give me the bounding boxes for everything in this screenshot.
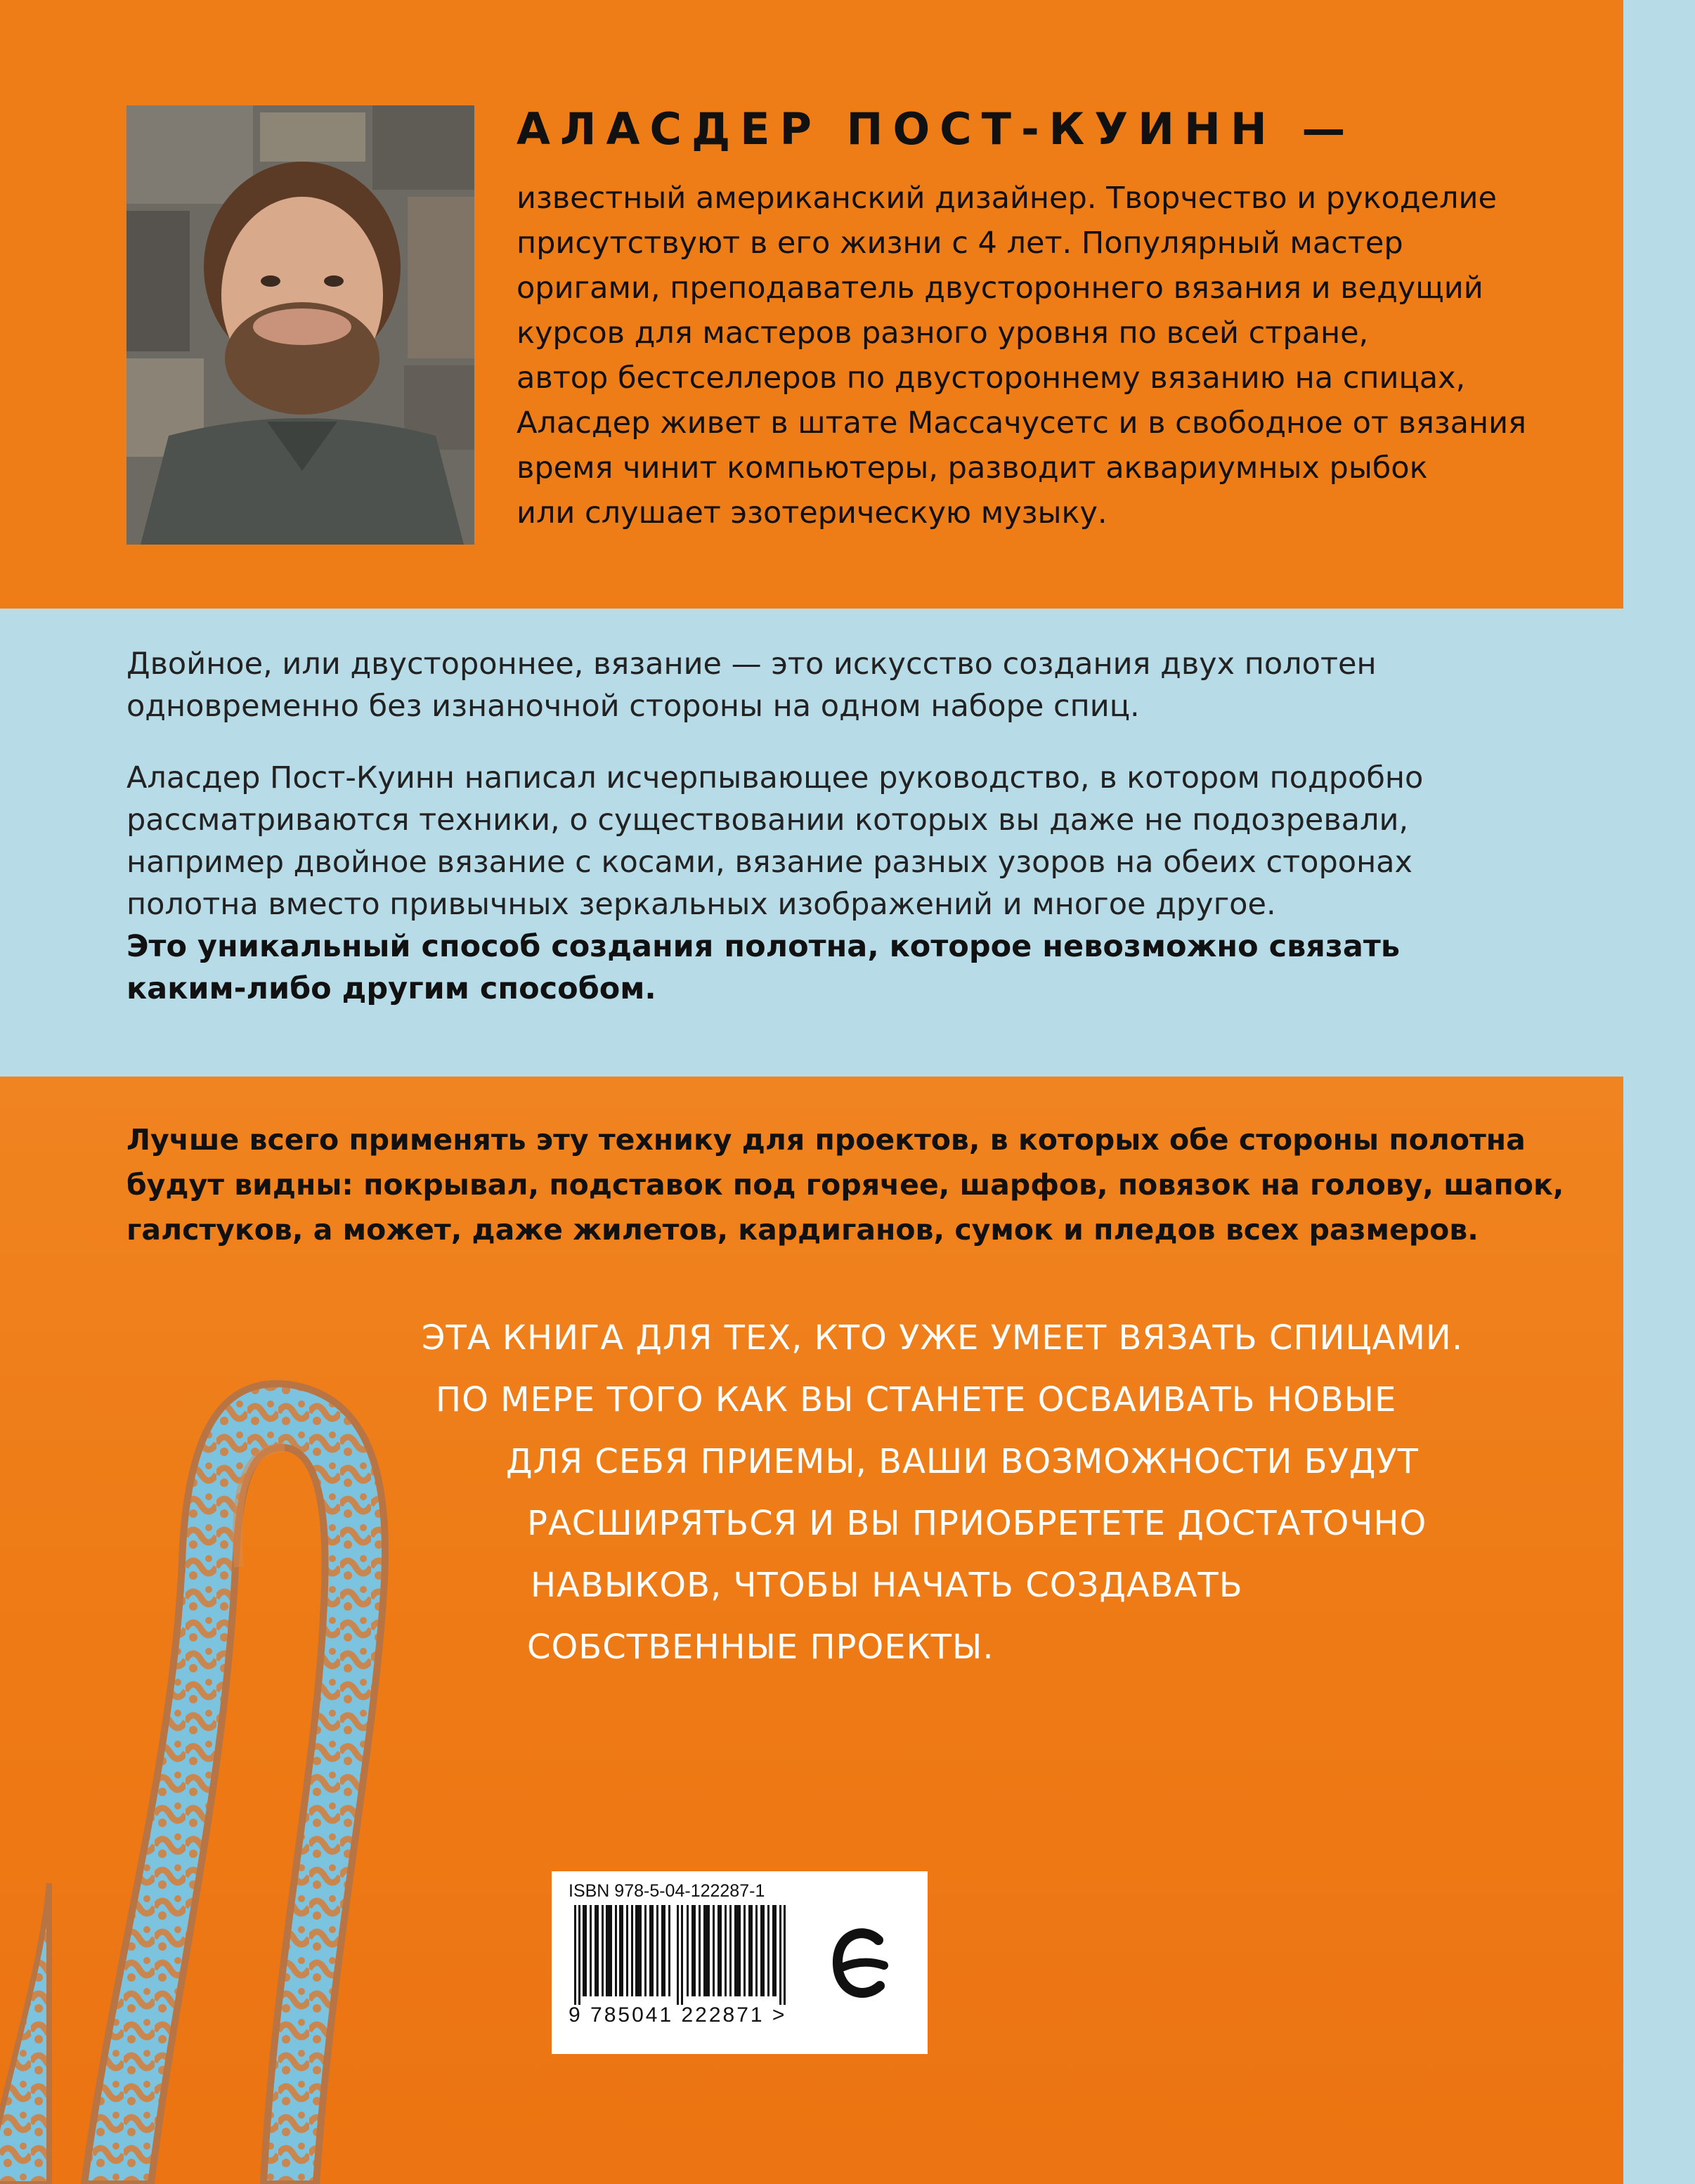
description-paragraph-1 <box>126 643 1567 727</box>
bio-line: Аласдер живет в штате Массачусетс и в свободное от вязания <box>517 405 1526 441</box>
usage-line: галстуков, а может, даже жилетов, кардиганов, сумок и пледов всех размеров. <box>126 1213 1479 1247</box>
description-paragraph-2 <box>126 757 1567 1010</box>
usage-line: будут видны: покрывал, подставок под горячее, шарфов, повязок на голову, шапок, <box>126 1168 1564 1202</box>
barcode-block <box>552 1871 928 2054</box>
bio-line: или слушает эзотерическую музыку. <box>517 495 1108 531</box>
publisher-logo-icon <box>822 1912 900 2017</box>
description-line: рассматриваются техники, о существовании которых вы даже не подозревали, <box>126 802 1409 838</box>
description-line: полотна вместо привычных зеркальных изображений и многое другое. <box>126 887 1276 922</box>
bio-line: курсов для мастеров разного уровня по всей стране, <box>517 316 1369 351</box>
bio-line: присутствуют в его жизни с 4 лет. Популярный мастер <box>517 226 1403 261</box>
spine-edge <box>1623 0 1695 2184</box>
audience-line: ДЛЯ СЕБЯ ПРИЕМЫ, ВАШИ ВОЗМОЖНОСТИ БУДУТ <box>506 1442 1419 1481</box>
author-portrait-illustration <box>126 105 474 545</box>
audience-line: РАСШИРЯТЬСЯ И ВЫ ПРИОБРЕТЕТЕ ДОСТАТОЧНО <box>527 1504 1427 1543</box>
audience-line: СОБСТВЕННЫЕ ПРОЕКТЫ. <box>527 1627 994 1667</box>
description-line: одновременно без изнаночной стороны на одном наборе спиц. <box>126 689 1140 724</box>
usage-line: Лучше всего применять эту технику для проектов, в которых обе стороны полотна <box>126 1123 1526 1157</box>
scarf-end <box>0 1883 49 2184</box>
barcode-bars <box>566 1905 805 2005</box>
description-line: Аласдер Пост-Куинн написал исчерпывающее руководство, в котором подробно <box>126 760 1424 795</box>
audience-line: НАВЫКОВ, ЧТОБЫ НАЧАТЬ СОЗДАВАТЬ <box>531 1566 1243 1605</box>
bio-line: известный американский дизайнер. Творчество и рукоделие <box>517 181 1497 216</box>
isbn-label: ISBN 978-5-04-122287-1 <box>569 1881 765 1901</box>
description-line: Двойное, или двустороннее, вязание — это искусство создания двух полотен <box>126 646 1377 682</box>
bio-line: оригами, преподаватель двустороннего вязания и ведущий <box>517 271 1483 306</box>
book-description <box>126 643 1567 1010</box>
description-bold-line: Это уникальный способ создания полотна, которое невозможно связать <box>126 929 1401 964</box>
audience-statement <box>422 1307 1560 1678</box>
author-bio <box>517 176 1585 535</box>
audience-line: ЭТА КНИГА ДЛЯ ТЕХ, КТО УЖЕ УМЕЕТ ВЯЗАТЬ СПИЦАМИ. <box>422 1318 1464 1358</box>
audience-line: ПО МЕРЕ ТОГО КАК ВЫ СТАНЕТЕ ОСВАИВАТЬ НОВЫЕ <box>436 1380 1397 1419</box>
author-photo <box>126 105 474 545</box>
bio-line: время чинит компьютеры, разводит аквариумных рыбок <box>517 450 1428 486</box>
author-name: АЛАСДЕР ПОСТ-КУИНН — <box>517 103 1356 155</box>
description-line: например двойное вязание с косами, вязание разных узоров на обеих сторонах <box>126 845 1412 880</box>
description-bold-line: каким-либо другим способом. <box>126 971 656 1006</box>
knitted-scarf-image <box>0 1335 534 2184</box>
bio-line: автор бестселлеров по двустороннему вязанию на спицах, <box>517 360 1466 396</box>
barcode-digits: 9 785041 222871 > <box>569 2003 787 2027</box>
usage-paragraph <box>126 1117 1574 1252</box>
